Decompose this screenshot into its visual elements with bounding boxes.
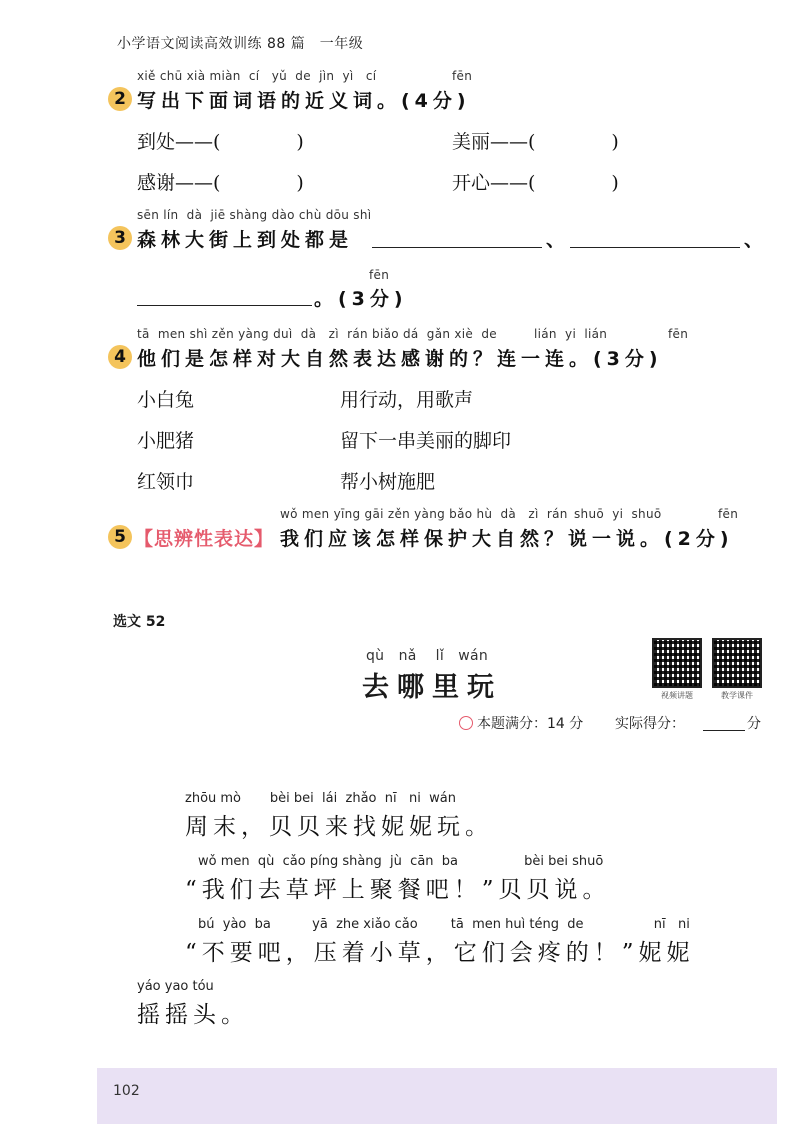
passage-title: 去哪里玩 [362, 672, 502, 703]
q3-prompt: 森林大街上到处都是 [137, 229, 354, 251]
q4-prompt: 他们是怎样对大自然表达感谢的？连一连。(3分) [137, 348, 663, 370]
qr-code-icon [712, 638, 762, 688]
q4-right-item-fertilize[interactable]: 帮小树施肥 [340, 471, 436, 493]
q4-left-item-scarf[interactable]: 红领巾 [137, 471, 195, 493]
score-actual-label: 实际得分： [615, 716, 685, 732]
score-actual-blank[interactable] [703, 730, 745, 731]
passage-line-3-pinyin: bú yào ba yā zhe xiǎo cǎo tā men huì téng de nī ni [198, 917, 690, 932]
q4-pinyin-lian: lián yi lián [534, 327, 608, 341]
passage-line-2: “我们去草坪上聚餐吧！”贝贝说。 [185, 877, 611, 903]
q4-left-item-rabbit[interactable]: 小白兔 [137, 389, 195, 411]
qr-courseware[interactable] [712, 638, 762, 688]
q3-pinyin: sēn lín dà jiē shàng dào chù dōu shì [137, 208, 372, 222]
q3-blank-2[interactable] [570, 247, 740, 248]
question-number-5: 5 [108, 525, 132, 549]
q2-item-daochu: 到处——( ) [137, 131, 304, 153]
qr-code-icon [652, 638, 702, 688]
q2-item-meili: 美丽——( ) [452, 131, 619, 153]
passage-line-4-pinyin: yáo yao tóu [137, 979, 214, 994]
q2-item-ganxie: 感谢——( ) [137, 172, 304, 194]
passage-line-4: 摇摇头。 [137, 1002, 249, 1028]
q5-prompt: 我们应该怎样保护大自然？说一说。(2分) [280, 528, 734, 550]
q3-ending: 。(3分) [314, 288, 408, 310]
q3-blank-3[interactable] [137, 305, 312, 306]
score-full: 本题满分：14 分 [477, 716, 584, 732]
q5-pinyin-fen: fēn [718, 507, 739, 521]
q3-pinyin-fen: fēn [369, 268, 390, 282]
qr-video-label: 视频讲题 [661, 691, 693, 700]
qr-courseware-label: 教学课件 [721, 691, 753, 700]
q3-separator-2: 、 [744, 229, 769, 251]
footer-band [97, 1068, 777, 1124]
q4-pinyin: tā men shì zěn yàng duì dà zì rán biǎo dá gǎn xiè de [137, 327, 497, 341]
question-number-4: 4 [108, 345, 132, 369]
passage-label: 选文 52 [113, 614, 166, 630]
passage-line-1-pinyin: zhōu mò bèi bei lái zhǎo nī ni wán [185, 791, 456, 806]
q2-pinyin: xiě chū xià miàn cí yǔ de jìn yì cí [137, 69, 377, 83]
qr-video[interactable] [652, 638, 702, 688]
q4-left-item-pig[interactable]: 小肥猪 [137, 430, 195, 452]
passage-line-3: “不要吧，压着小草，它们会疼的！”妮妮 [185, 940, 695, 966]
q3-blank-1[interactable] [372, 247, 542, 248]
q4-right-item-footprints[interactable]: 留下一串美丽的脚印 [340, 430, 512, 452]
q2-item-kaixin: 开心——( ) [452, 172, 619, 194]
q5-category-tag: 【思辨性表达】 [134, 528, 275, 550]
passage-line-2-pinyin: wǒ men qù cǎo píng shàng jù cān ba bèi bei shuō [198, 854, 604, 869]
q2-pinyin-fen: fēn [452, 69, 473, 83]
q5-pinyin-shuo: shuō yi shuō [574, 507, 662, 521]
passage-title-pinyin: qù nǎ lǐ wán [366, 648, 489, 664]
q5-pinyin: wǒ men yīng gāi zěn yàng bǎo hù dà zì rán [280, 507, 568, 521]
page-number: 102 [113, 1083, 140, 1099]
question-number-3: 3 [108, 226, 132, 250]
q3-separator-1: 、 [546, 229, 571, 251]
score-unit: 分 [747, 716, 761, 732]
book-title: 小学语文阅读高效训练 88 篇 一年级 [117, 36, 364, 52]
q4-pinyin-fen: fēn [668, 327, 689, 341]
clock-icon [459, 716, 473, 730]
question-number-2: 2 [108, 87, 132, 111]
q4-right-item-action[interactable]: 用行动，用歌声 [340, 389, 474, 411]
passage-line-1: 周末，贝贝来找妮妮玩。 [185, 814, 493, 840]
q2-prompt: 写出下面词语的近义词。(4分) [137, 90, 471, 112]
